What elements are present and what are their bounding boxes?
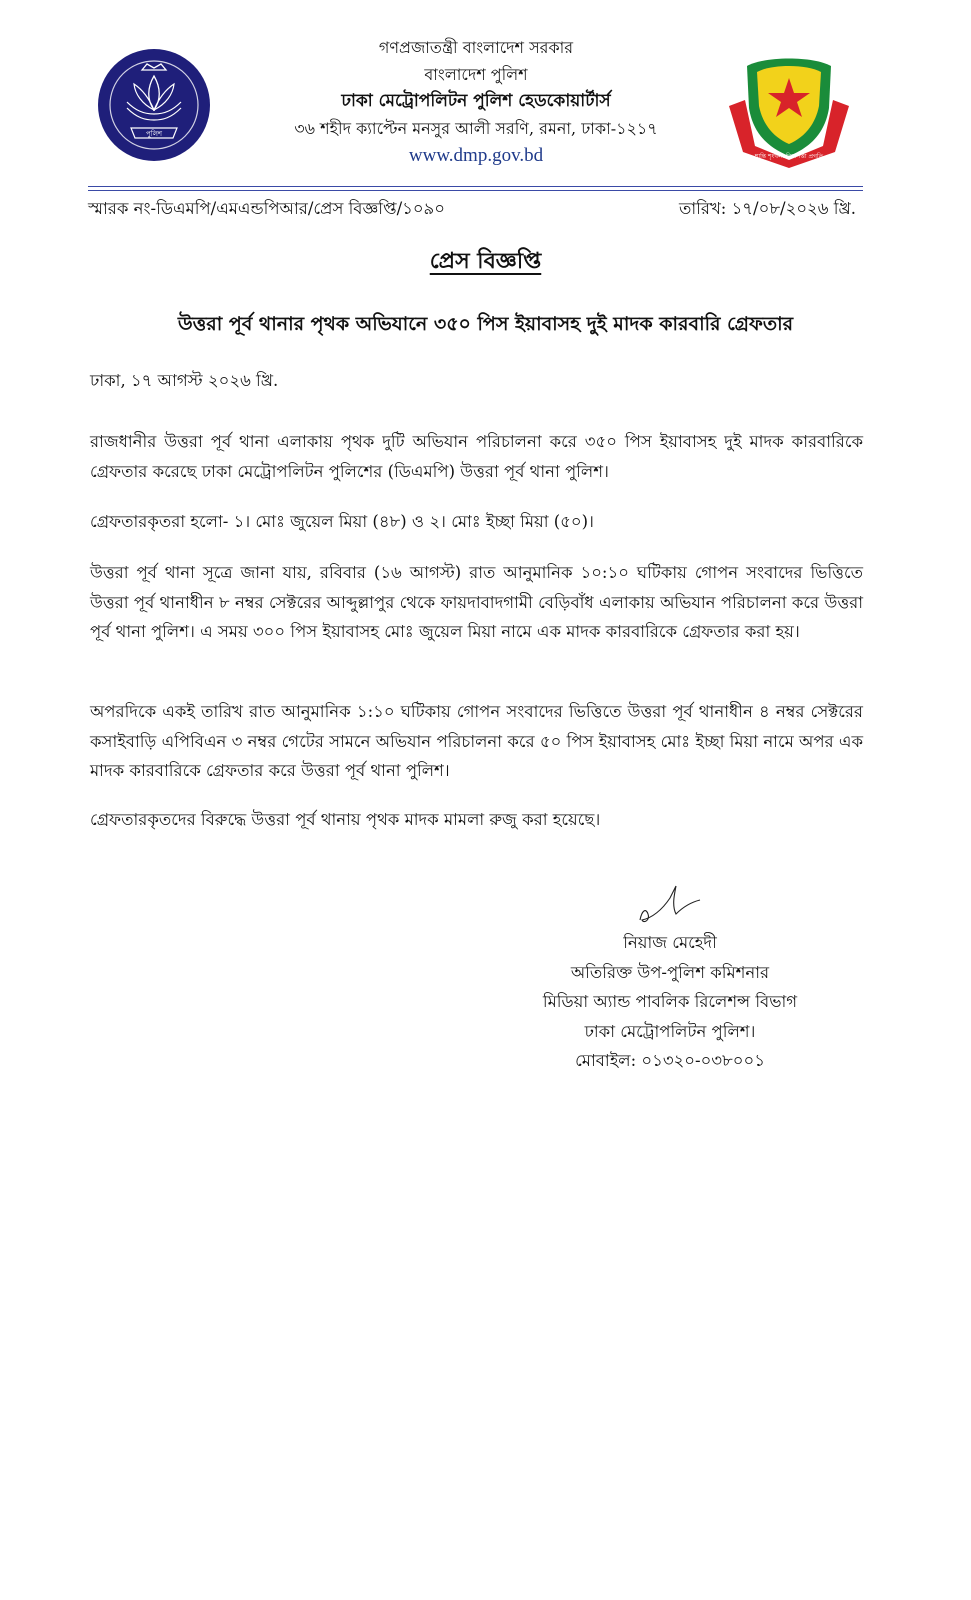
dmp-logo bbox=[725, 48, 853, 168]
memo-date: তারিখ: ১৭/০৮/২০২৬ খ্রি. bbox=[679, 199, 856, 218]
paragraph-4: অপরদিকে একই তারিখ রাত আনুমানিক ১:১০ ঘটিকায় গোপন সংবাদের ভিত্তিতে উত্তরা পূর্ব থানাধীন ৪ নম্বর সেক্টরের কসাইবাড়ি এপিবিএন ৩ নম্বর গেটের সামনে অভিযান পরিচালনা করে ৫০ পিস ইয়াবাসহ মোঃ ইচ্ছা মিয়া নামে অপর এক মাদক কারবারিকে গ্রেফতার করে উত্তরা পূর্ব থানা পুলিশ। bbox=[90, 702, 863, 780]
headquarters-name: ঢাকা মেট্রোপলিটন পুলিশ হেডকোয়ার্টার্স bbox=[341, 91, 611, 111]
police-name: বাংলাদেশ পুলিশ bbox=[424, 65, 528, 84]
signatory-organization: ঢাকা মেট্রোপলিটন পুলিশ। bbox=[584, 1021, 756, 1041]
header-divider-thin bbox=[88, 190, 863, 191]
letterhead bbox=[0, 0, 971, 190]
header-divider bbox=[88, 186, 863, 187]
left-logo-label: পুলিশ bbox=[145, 130, 163, 138]
signatory-designation: অতিরিক্ত উপ-পুলিশ কমিশনার bbox=[570, 962, 770, 982]
government-name: গণপ্রজাতন্ত্রী বাংলাদেশ সরকার bbox=[378, 38, 574, 57]
bangladesh-police-logo bbox=[97, 48, 211, 162]
website-link[interactable]: www.dmp.gov.bd bbox=[408, 145, 544, 166]
memo-reference: স্মারক নং-ডিএমপি/এমএন্ডপিআর/প্রেস বিজ্ঞপ্তি/১০৯০ bbox=[88, 199, 445, 218]
paragraph-5: গ্রেফতারকৃতদের বিরুদ্ধে উত্তরা পূর্ব থানায় পৃথক মাদক মামলা রুজু করা হয়েছে। bbox=[90, 810, 601, 829]
document-title bbox=[0, 244, 971, 281]
dateline: ঢাকা, ১৭ আগস্ট ২০২৬ খ্রি. bbox=[90, 371, 279, 390]
signatory-name: নিয়াজ মেহেদী bbox=[623, 933, 717, 952]
signatory-mobile: মোবাইল: ০১৩২০-০৩৮০০১ bbox=[575, 1051, 765, 1070]
signatory-block bbox=[520, 928, 820, 1076]
paragraph-3: উত্তরা পূর্ব থানা সূত্রে জানা যায়, রবিবার (১৬ আগস্ট) রাত আনুমানিক ১০:১০ ঘটিকায় গোপন সংবাদের ভিত্তিতে উত্তরা পূর্ব থানাধীন ৮ নম্বর সেক্টরের আব্দুল্লাপুর থেকে ফায়দাবাদগামী বেড়িবাঁধ এলাকায় অভিযান পরিচালনা করে উত্তরা পূর্ব থানা পুলিশ। এ সময় ৩০০ পিস ইয়াবাসহ মোঃ জুয়েল মিয়া নামে এক মাদক কারবারিকে গ্রেফতার করা হয়। bbox=[90, 563, 863, 641]
handwritten-signature bbox=[632, 880, 702, 930]
right-logo-motto: শান্তি শৃংখলা নিরাপত্তা প্রগতি bbox=[754, 153, 824, 160]
paragraph-1: রাজধানীর উত্তরা পূর্ব থানা এলাকায় পৃথক দুটি অভিযান পরিচালনা করে ৩৫০ পিস ইয়াবাসহ দুই মাদক কারবারিকে গ্রেফতার করেছে ঢাকা মেট্রোপলিটন পুলিশের (ডিএমপি) উত্তরা পূর্ব থানা পুলিশ। bbox=[90, 432, 863, 481]
document-title-text: প্রেস বিজ্ঞপ্তি bbox=[429, 248, 542, 274]
paragraph-2: গ্রেফতারকৃতরা হলো- ১। মোঃ জুয়েল মিয়া (৪৮) ও ২। মোঃ ইচ্ছা মিয়া (৫০)। bbox=[90, 512, 594, 531]
signatory-department: মিডিয়া অ্যান্ড পাবলিক রিলেশন্স বিভাগ bbox=[542, 992, 798, 1011]
news-headline: উত্তরা পূর্ব থানার পৃথক অভিযানে ৩৫০ পিস ইয়াবাসহ দুই মাদক কারবারি গ্রেফতার bbox=[177, 313, 794, 335]
letterhead-text bbox=[220, 34, 732, 169]
address: ৩৬ শহীদ ক্যাপ্টেন মনসুর আলী সরণি, রমনা, ঢাকা-১২১৭ bbox=[294, 119, 658, 138]
